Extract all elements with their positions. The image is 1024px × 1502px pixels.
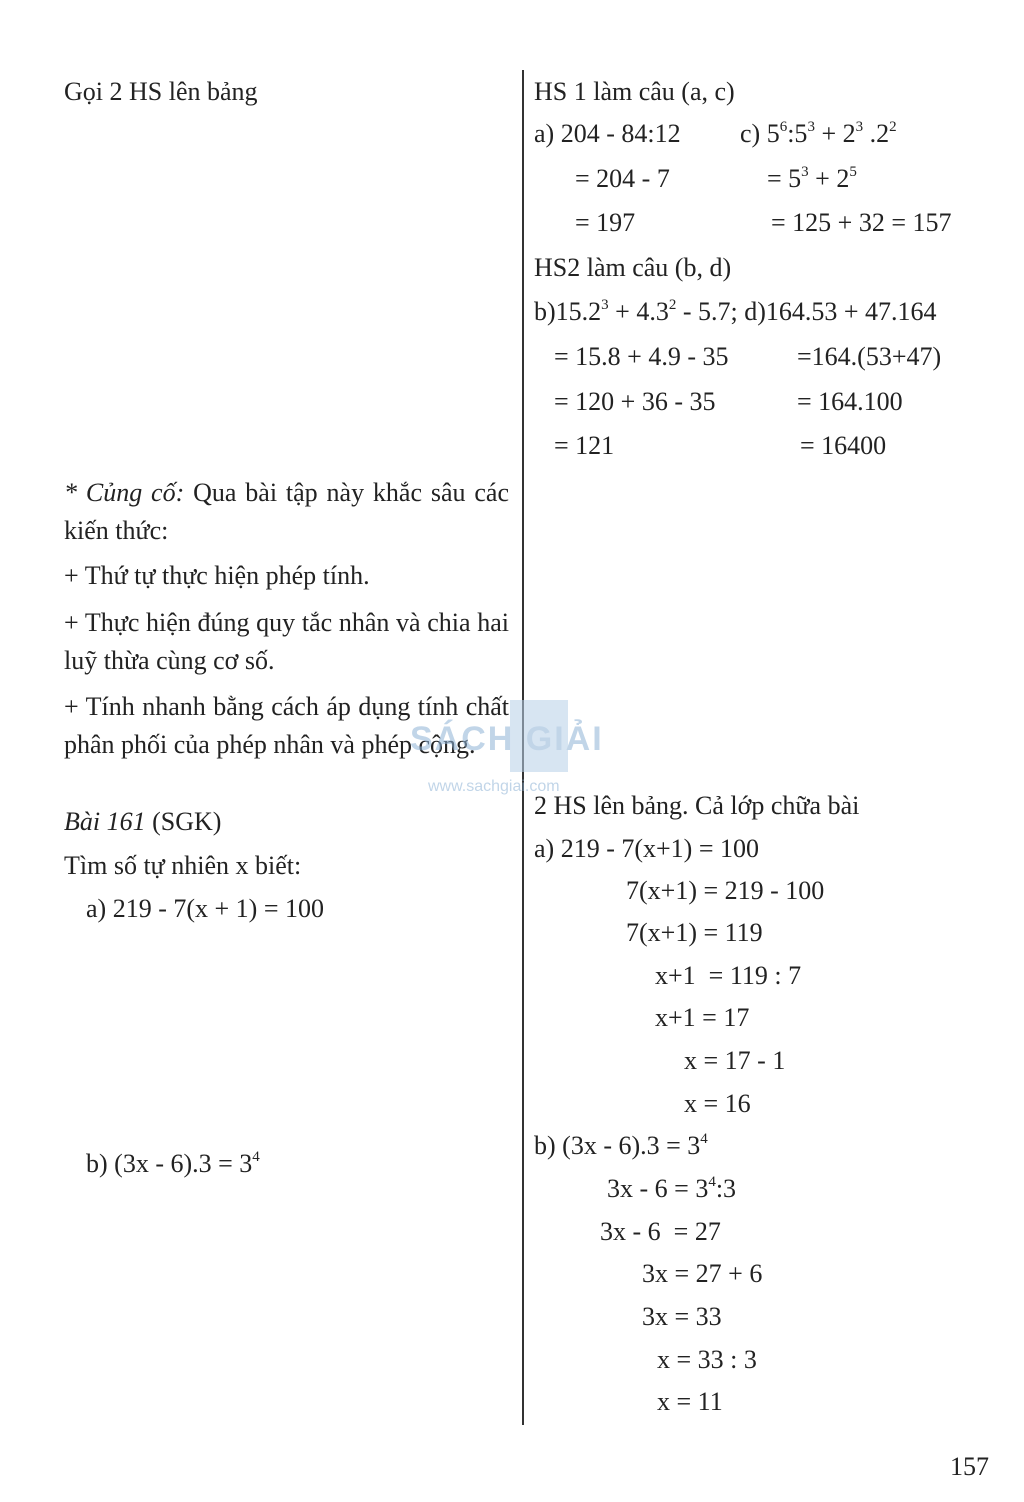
calc-b-line4: = 121 [554, 431, 615, 460]
c2-plus: + 2 [808, 164, 850, 193]
b1-exp2: 2 [668, 297, 677, 313]
b1-plus: + 4.3 [608, 297, 669, 326]
sb1-text: b) (3x - 6).3 = 3 [534, 1131, 701, 1160]
left-instruction: Gọi 2 HS lên bảng [64, 77, 258, 106]
calc-c-line1 [740, 118, 897, 149]
exercise-heading [64, 806, 221, 837]
c1-exp3: 3 [855, 119, 864, 135]
calc-d-line4: = 16400 [800, 431, 887, 460]
solve-a-line7: x = 16 [684, 1089, 751, 1118]
solve-b-line3: 3x - 6 = 27 [600, 1217, 721, 1246]
watermark-url: www.sachgiai.com [428, 778, 560, 795]
solve-a-line1: a) 219 - 7(x+1) = 100 [534, 834, 759, 863]
sb2-div: :3 [715, 1174, 737, 1203]
calc-b-line2: = 15.8 + 4.9 - 35 [554, 342, 729, 371]
calc-b-line3: = 120 + 36 - 35 [554, 387, 716, 416]
calc-c-line3: = 125 + 32 = 157 [771, 208, 952, 237]
sb2-text: 3x - 6 = 3 [607, 1174, 709, 1203]
c1-plus: + 2 [814, 119, 856, 148]
c1-exp2: 3 [807, 119, 815, 135]
bullet-order-of-operations: + Thứ tự thực hiện phép tính. [64, 561, 370, 590]
watermark [410, 700, 620, 800]
exercise-label: Bài 161 [64, 807, 146, 836]
consolidation-paragraph [64, 474, 509, 550]
solve-b-line2 [607, 1173, 736, 1204]
b1-minus: - 5.7; [676, 297, 738, 326]
exercise-task-a: a) 219 - 7(x + 1) = 100 [86, 894, 324, 923]
calc-bd-line1 [534, 296, 937, 327]
hs-both-heading: 2 HS lên bảng. Cả lớp chữa bài [534, 791, 860, 820]
d1-expr: d)164.53 + 47.164 [744, 297, 937, 326]
bullet-distributive: + Tính nhanh bằng cách áp dụng tính chất phân phối của phép nhân và phép cộng. [64, 692, 509, 759]
c1-dot: .2 [863, 119, 890, 148]
consolidation-label: * Củng cố: [64, 478, 185, 507]
bullet-power-rules: + Thực hiện đúng quy tắc nhân và chia hai luỹ thừa cùng cơ số. [64, 608, 509, 675]
solve-b-line1 [534, 1130, 708, 1161]
solve-b-line6: x = 33 : 3 [657, 1345, 757, 1374]
solve-b-line7: x = 11 [657, 1387, 723, 1416]
hs2-heading: HS2 làm câu (b, d) [534, 253, 732, 282]
calc-d-line3: = 164.100 [797, 387, 903, 416]
calc-a-line2: = 204 - 7 [575, 164, 670, 193]
b1-exp1: 3 [601, 297, 609, 313]
c2-base: = 5 [767, 164, 802, 193]
task-b-text: b) (3x - 6).3 = 3 [86, 1149, 253, 1178]
calc-c-line2 [767, 163, 857, 194]
solve-b-line5: 3x = 33 [642, 1302, 722, 1331]
page-number: 157 [950, 1452, 989, 1481]
task-b-exponent: 4 [252, 1149, 260, 1165]
sb2-exp: 4 [708, 1174, 716, 1190]
c2-exp1: 3 [801, 164, 809, 180]
c1-exp4: 2 [889, 119, 897, 135]
hs1-heading: HS 1 làm câu (a, c) [534, 77, 735, 106]
c1-exp1: 6 [779, 119, 788, 135]
watermark-logo: SÁCH GIẢI [410, 720, 604, 758]
solve-a-line3: 7(x+1) = 119 [626, 918, 763, 947]
exercise-source: (SGK) [145, 807, 222, 836]
solve-a-line2: 7(x+1) = 219 - 100 [626, 876, 825, 905]
solve-b-line4: 3x = 27 + 6 [642, 1259, 763, 1288]
solve-a-line5: x+1 = 17 [655, 1003, 750, 1032]
calc-d-line2: =164.(53+47) [797, 342, 942, 371]
c1-mid: :5 [787, 119, 808, 148]
exercise-task: Tìm số tự nhiên x biết: [64, 851, 302, 880]
consolidation-text: Qua bài tập này khắc sâu các kiến thức: [64, 478, 509, 545]
b1-base: b)15.2 [534, 297, 602, 326]
solve-a-line4: x+1 = 119 : 7 [655, 961, 802, 990]
c2-exp2: 5 [849, 164, 857, 180]
c1-base: c) 5 [740, 119, 780, 148]
exercise-task-b [86, 1148, 260, 1179]
calc-a-line3: = 197 [575, 208, 636, 237]
calc-a-line1: a) 204 - 84:12 [534, 119, 681, 148]
solve-a-line6: x = 17 - 1 [684, 1046, 786, 1075]
sb1-exp: 4 [700, 1131, 708, 1147]
